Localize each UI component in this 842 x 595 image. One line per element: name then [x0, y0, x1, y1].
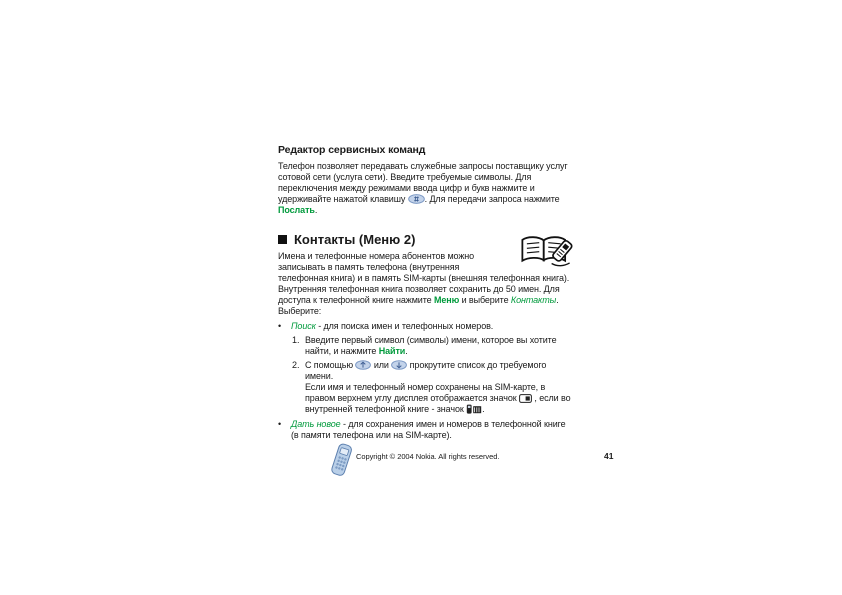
content-column	[278, 144, 574, 441]
text-segment: .	[482, 404, 485, 414]
section-heading-contacts	[278, 232, 510, 247]
section-heading-text: Контакты (Меню 2)	[294, 232, 416, 247]
text-segment: С помощью	[305, 360, 356, 370]
text-segment: Имена и телефонные номера абонентов можно записывать в память телефона (внутренняя телефонная книга) и в память SIM-карты (внешняя телефонная книга). Внутренняя телефонная книга позволяет сохранить до 50 имен. Для доступа к телефонной книге нажмите	[278, 251, 570, 305]
section-marker-square	[278, 235, 287, 244]
phonebook-with-phone-icon	[518, 232, 574, 268]
text-segment: Если имя и телефонный номер сохранены на SIM-карте, в правом верхнем углу дисплея отображается значок	[305, 382, 546, 403]
step-1	[292, 335, 574, 357]
step-2	[292, 360, 574, 415]
step-number: 1.	[292, 335, 300, 345]
text-segment: .	[314, 205, 318, 215]
service-commands-paragraph	[278, 161, 574, 216]
step-1-text	[305, 335, 574, 357]
up-arrow-key-icon	[355, 360, 371, 371]
text-segment: , если во внутренней телефонной книге - значок	[305, 393, 571, 414]
text-segment: Телефон позволяет передавать служебные запросы поставщику услуг сотовой сети (услуга сети). Введите требуемые символы. Для переключения между режимами ввода цифр и букв нажмите и удерживайте нажатой клавишу	[278, 161, 568, 204]
copyright-text: Copyright © 2004 Nokia. All rights reserved.	[356, 452, 500, 461]
text-segment: .	[405, 346, 408, 356]
text-segment: - для сохранения имен и номеров в телефонной книге (в памяти телефона или на SIM-карте).	[291, 419, 566, 440]
phone-memory-icon	[466, 404, 485, 415]
search-item-text	[291, 321, 574, 332]
text-segment: Найти	[378, 346, 406, 356]
step-number: 2.	[292, 360, 300, 370]
text-segment: Послать	[278, 205, 315, 215]
text-segment: Введите первый символ (символы) имени, которое вы хотите найти, и нажмите	[305, 335, 557, 356]
text-segment: Поиск	[291, 321, 316, 331]
section-title-service-commands: Редактор сервисных команд	[278, 144, 426, 156]
text-segment: . Для передачи запроса нажмите	[424, 194, 560, 204]
add-new-item-text	[291, 419, 574, 441]
text-segment: прокрутите список до требуемого имени.	[305, 360, 547, 381]
bullet-marker: •	[278, 419, 282, 429]
bullet-marker: •	[278, 321, 282, 331]
step-2-note	[305, 382, 574, 415]
step-2-text	[305, 360, 574, 382]
nokia-phone-image	[328, 442, 354, 478]
list-item-search	[278, 321, 574, 415]
text-segment: Меню	[433, 295, 460, 305]
down-arrow-key-icon	[391, 360, 407, 371]
text-segment: Дать новое	[291, 419, 341, 429]
text-segment: Контакты	[510, 295, 557, 305]
text-segment: - для поиска имен и телефонных номеров.	[315, 321, 494, 331]
text-segment: и выберите	[459, 295, 511, 305]
list-item-add-new	[278, 419, 574, 441]
page-footer	[0, 440, 842, 480]
text-segment: или	[371, 360, 392, 370]
sim-card-icon	[519, 393, 532, 404]
text-segment: .	[556, 295, 559, 305]
hash-key-icon	[408, 194, 425, 205]
contacts-section	[278, 232, 574, 306]
choose-label: Выберите:	[278, 306, 322, 316]
page-number: 41	[604, 451, 614, 461]
